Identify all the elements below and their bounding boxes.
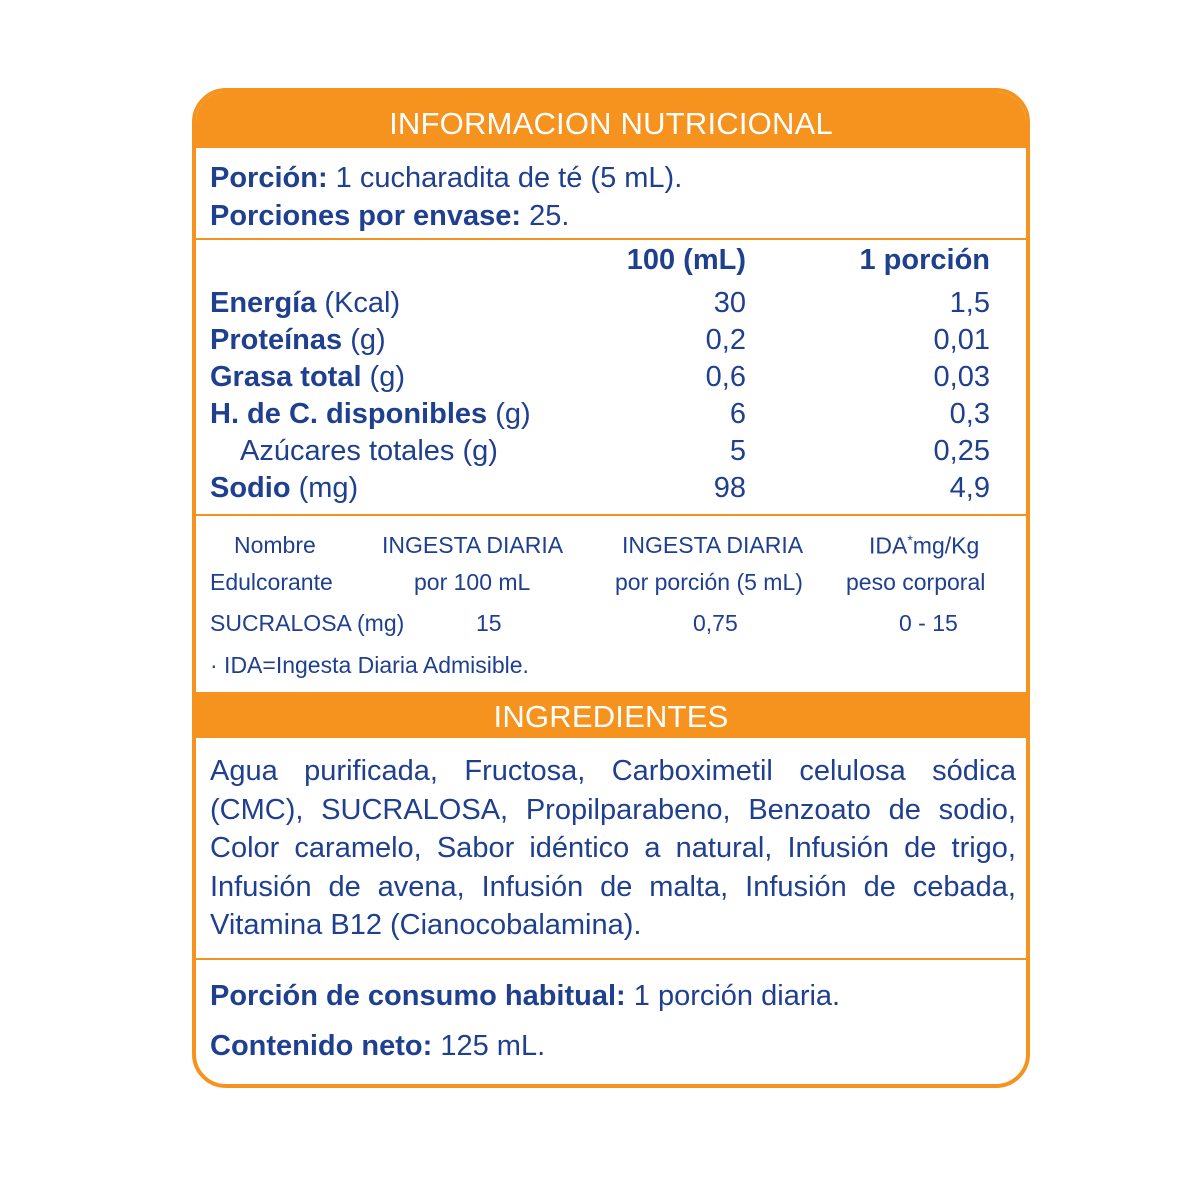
sweetener-header-portion-2: por porción (5 mL) — [615, 569, 803, 595]
net-content-value: 125 mL. — [432, 1030, 546, 1062]
row-grasa-total: Grasa total (g) — [210, 361, 405, 393]
portions-per-pack-line — [210, 200, 569, 233]
habitual-portion-line — [210, 980, 840, 1013]
ingredients-text: Agua purificada, Fructosa, Carboximetil celulosa sódica (CMC), SUCRALOSA, Propilparabeno, Benzoato de sodio, Color caramelo, Sabor idéntico a natural, Infusión de trigo, Infusión de avena, Infusión de malta, Infusión de cebada, Vitamina B12 (Cianocobalamina). — [210, 755, 1016, 941]
divider — [196, 514, 1026, 516]
sweetener-header-100-2: por 100 mL — [414, 569, 531, 595]
habitual-portion-value: 1 porción diaria. — [625, 980, 841, 1012]
row-azucares: Azúcares totales (g) — [240, 435, 498, 467]
sweetener-header-100-1: INGESTA DIARIA — [382, 532, 564, 558]
value-portion: 1,5 — [949, 287, 990, 319]
value-100ml: 30 — [713, 287, 746, 319]
sweetener-ida: 0 - 15 — [899, 610, 958, 636]
sweetener-header-portion-1: INGESTA DIARIA — [622, 532, 804, 558]
value-100ml: 0,2 — [705, 324, 746, 356]
divider — [196, 958, 1026, 960]
sweetener-header-ida-1: IDA*mg/Kg — [869, 532, 980, 559]
portions-per-pack-value: 25. — [521, 200, 570, 232]
net-content-line — [210, 1030, 545, 1063]
ingredients-title: INGREDIENTES — [196, 692, 1026, 738]
label-title: INFORMACION NUTRICIONAL — [196, 92, 1026, 148]
row-hidratos: H. de C. disponibles (g) — [210, 398, 531, 430]
sweetener-per-100ml: 15 — [476, 610, 502, 636]
value-portion: 0,01 — [933, 324, 990, 356]
value-100ml: 98 — [713, 472, 746, 504]
nutrition-label — [192, 88, 1030, 1088]
value-100ml: 5 — [729, 435, 746, 467]
row-energia: Energía (Kcal) — [210, 287, 401, 319]
value-portion: 0,03 — [933, 361, 990, 393]
sweetener-name: SUCRALOSA (mg) — [210, 610, 405, 636]
col-header-portion: 1 porción — [859, 244, 990, 276]
value-portion: 0,3 — [949, 398, 990, 430]
value-portion: 4,9 — [949, 472, 990, 504]
sweetener-header-ida-2: peso corporal — [846, 569, 986, 595]
col-header-100ml: 100 (mL) — [626, 244, 746, 276]
portion-line — [210, 162, 682, 195]
sweetener-header-name-1: Nombre — [234, 532, 316, 558]
sweetener-header-name-2: Edulcorante — [210, 569, 333, 595]
value-100ml: 0,6 — [705, 361, 746, 393]
sweetener-per-portion: 0,75 — [693, 610, 738, 636]
sweetener-footnote: · IDA=Ingesta Diaria Admisible. — [210, 652, 529, 678]
habitual-portion-label: Porción de consumo habitual: — [210, 980, 626, 1012]
row-sodio: Sodio (mg) — [210, 472, 359, 504]
value-100ml: 6 — [729, 398, 746, 430]
portion-value: 1 cucharadita de té (5 mL). — [327, 162, 683, 194]
portion-label: Porción: — [210, 162, 328, 194]
net-content-label: Contenido neto: — [210, 1030, 433, 1062]
value-portion: 0,25 — [933, 435, 990, 467]
divider — [196, 238, 1026, 240]
portions-per-pack-label: Porciones por envase: — [210, 200, 522, 232]
row-proteinas: Proteínas (g) — [210, 324, 386, 356]
